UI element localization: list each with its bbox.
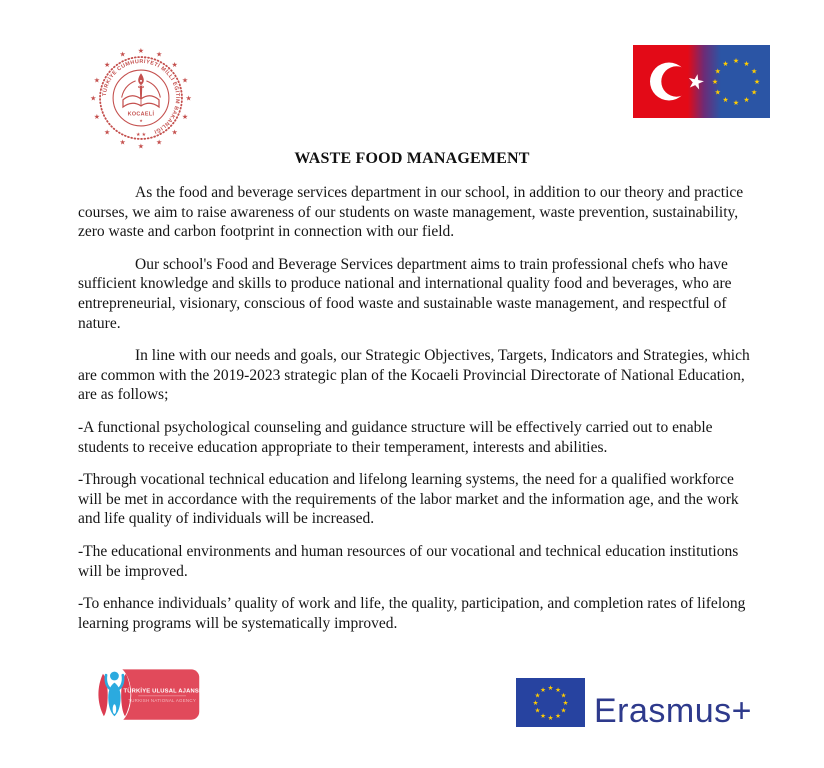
ministry-of-education-seal-logo: [87, 44, 195, 152]
svg-text:★: ★: [732, 99, 740, 108]
eu-flag: [516, 678, 585, 727]
paragraph-objective-workforce: -Through vocational technical education and lifelong learning systems, the need for a qualified workforce will be met in accordance with the requirements of the labor market and the information age, and the work and life quality of individuals will be increased.: [78, 471, 739, 528]
svg-text:★: ★: [560, 706, 567, 715]
svg-text:★: ★: [185, 93, 192, 103]
svg-text:★: ★: [540, 685, 546, 694]
svg-text:★: ★: [714, 67, 721, 76]
svg-text:★: ★: [540, 711, 546, 720]
seal-arc-text-label: TÜRKİYE CUMHURİYETİ MİLLİ EĞİTİM BAKANLIĞI: [101, 58, 181, 135]
paragraph-intro: As the food and beverage services department in our school, in addition to our theory and practice courses, we aim to raise awareness of our students on waste management, waste prevention, sustainability, zero waste and carbon footprint in connection with our field.: [78, 184, 744, 241]
turkey-eu-blended-flag: [633, 45, 770, 118]
seal-city-label: KOCAELİ: [127, 111, 155, 118]
svg-text:★: ★: [534, 706, 541, 715]
svg-text:★: ★: [90, 93, 97, 103]
paragraph-department-aims: Our school's Food and Beverage Services department aims to train professional chefs who have sufficient knowledge and skills to produce national and international quality food and beverages, who are entrepreneurial, visionary, conscious of food waste and sustainable waste management, and respectful of nature.: [78, 255, 732, 332]
svg-text:★: ★: [722, 96, 729, 105]
svg-text:★: ★: [171, 127, 178, 137]
page-title: WASTE FOOD MANAGEMENT: [294, 150, 530, 167]
svg-text:★: ★: [722, 59, 729, 68]
paragraph-objective-environments: -The educational environments and human resources of our vocational and technical education institutions will be improved.: [78, 542, 739, 580]
svg-text:★: ★: [156, 137, 163, 147]
erasmus-plus-logo: [516, 678, 752, 730]
svg-text:★: ★: [753, 78, 761, 87]
svg-text:★: ★: [547, 713, 554, 722]
svg-text:★: ★: [181, 75, 189, 85]
paragraph-strategic-plan: In line with our needs and goals, our Strategic Objectives, Targets, Indicators and Strategies, which are common with the 2019-2023 strategic plan of the Kocaeli Provincial Directorate of National Education, are as follows;: [78, 347, 750, 404]
svg-text:★: ★: [562, 698, 569, 707]
seal-torch-book-emblem: [122, 73, 161, 107]
svg-text:★: ★: [714, 88, 721, 97]
paragraph-objective-counseling: -A functional psychological counseling and guidance structure will be effectively carried out to enable students to receive education appropriate to their temperament, interests and abilities.: [78, 418, 713, 456]
tna-title-label: TÜRKİYE ULUSAL AJANSI: [123, 688, 201, 695]
svg-text:★: ★: [732, 57, 740, 66]
svg-text:★: ★: [751, 67, 758, 76]
svg-text:★: ★: [711, 78, 719, 87]
svg-text:★: ★: [137, 141, 145, 151]
svg-text:★: ★: [93, 111, 101, 121]
tna-subtitle-label: TURKISH NATIONAL AGENCY: [128, 698, 197, 704]
paragraph-objective-lifelong-learning: -To enhance individuals’ quality of work and life, the quality, participation, and completion rates of lifelong learning programs will be systematically improved.: [78, 595, 746, 632]
svg-text:★: ★: [555, 711, 561, 720]
svg-text:★: ★: [93, 75, 101, 85]
svg-text:★: ★: [171, 59, 178, 69]
svg-text:★: ★: [743, 96, 750, 105]
svg-text:★: ★: [743, 59, 750, 68]
seal-bottom-stars: ★ ★: [135, 132, 147, 138]
document-body: [78, 183, 750, 646]
svg-text:★: ★: [137, 45, 145, 55]
svg-text:★: ★: [534, 691, 541, 700]
erasmus-wordmark: Erasmus+: [594, 692, 752, 730]
seal-small-star: ★: [139, 117, 143, 123]
svg-text:★: ★: [532, 698, 539, 707]
turkish-national-agency-logo: [95, 663, 201, 727]
svg-text:★: ★: [119, 137, 126, 147]
svg-text:★: ★: [181, 111, 189, 121]
svg-text:★: ★: [560, 691, 567, 700]
turkish-star: ★: [684, 69, 707, 96]
svg-text:★: ★: [156, 49, 163, 59]
svg-text:★: ★: [751, 88, 758, 97]
svg-text:★: ★: [555, 685, 561, 694]
svg-text:★: ★: [104, 59, 111, 69]
svg-text:★: ★: [119, 49, 126, 59]
svg-text:★: ★: [547, 683, 554, 692]
svg-text:★: ★: [104, 127, 111, 137]
